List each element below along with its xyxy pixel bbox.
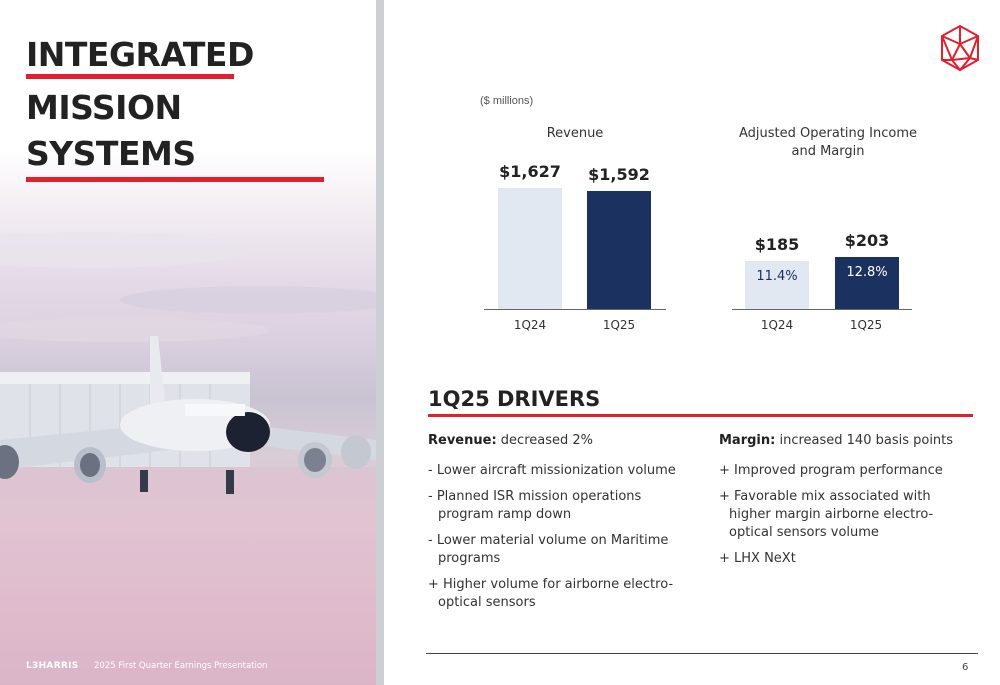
footer-rule	[426, 653, 978, 654]
panel-divider	[376, 0, 384, 685]
aoi-chart-title-line-1: Adjusted Operating Income	[739, 126, 917, 141]
margin-driver-item: + Improved program performance	[719, 463, 943, 478]
slide-title	[26, 36, 324, 182]
margin-driver-item: + Favorable mix associated with higher margin airborne electro-optical sensors volume	[719, 489, 934, 540]
revenue-1q24-value-label: $1,627	[499, 162, 561, 181]
aoi-chart-title	[718, 125, 938, 161]
revenue-drivers-column	[428, 432, 693, 620]
revenue-1q25-tick-label: 1Q25	[602, 318, 636, 332]
revenue-drivers-header	[428, 432, 693, 450]
units-label: ($ millions)	[480, 95, 534, 107]
aoi-chart-baseline	[732, 309, 912, 310]
margin-driver-item: + LHX NeXt	[719, 551, 796, 566]
revenue-1q24-bar	[498, 188, 562, 309]
title-line-2: MISSION SYSTEMS	[26, 85, 324, 182]
revenue-1q24-tick-label: 1Q24	[513, 318, 547, 332]
l3harris-logo-icon	[938, 24, 982, 72]
revenue-1q25-bar	[587, 191, 651, 309]
aoi-1q24-margin-label: 11.4%	[756, 269, 798, 284]
aoi-1q24-value-label: $185	[754, 235, 800, 254]
aoi-1q25-tick-label: 1Q25	[849, 318, 883, 332]
revenue-drivers-list	[428, 462, 693, 612]
page-number: 6	[962, 662, 969, 673]
revenue-driver-item: - Planned ISR mission operations program ramp down	[428, 489, 642, 522]
footer-presentation-name: 2025 First Quarter Earnings Presentation	[94, 661, 268, 671]
drivers-heading: 1Q25 DRIVERS	[428, 387, 601, 411]
hero-image-panel	[0, 0, 376, 685]
revenue-drivers-summary: decreased 2%	[500, 433, 593, 448]
revenue-driver-item: - Lower material volume on Maritime programs	[428, 533, 669, 566]
margin-drivers-summary: increased 140 basis points	[779, 433, 954, 448]
margin-drivers-column	[719, 432, 969, 576]
revenue-driver-item: + Higher volume for airborne electro-optical sensors	[428, 577, 674, 610]
footer-brand-logo: L3HARRIS	[26, 661, 79, 671]
revenue-chart-baseline	[484, 309, 666, 310]
aoi-1q25-margin-label: 12.8%	[846, 265, 888, 280]
margin-drivers-label: Margin:	[719, 433, 776, 448]
revenue-1q25-value-label: $1,592	[588, 165, 650, 184]
aoi-1q24-tick-label: 1Q24	[760, 318, 794, 332]
drivers-heading-underline	[428, 414, 973, 417]
revenue-driver-item: - Lower aircraft missionization volume	[428, 463, 676, 478]
margin-drivers-list	[719, 462, 969, 568]
aoi-1q25-value-label: $203	[844, 231, 890, 250]
margin-drivers-header	[719, 432, 969, 450]
revenue-chart-title: Revenue	[546, 126, 604, 141]
aoi-chart-title-line-2: and Margin	[791, 144, 865, 159]
revenue-drivers-label: Revenue:	[428, 433, 497, 448]
title-line-1: INTEGRATED	[26, 36, 234, 79]
